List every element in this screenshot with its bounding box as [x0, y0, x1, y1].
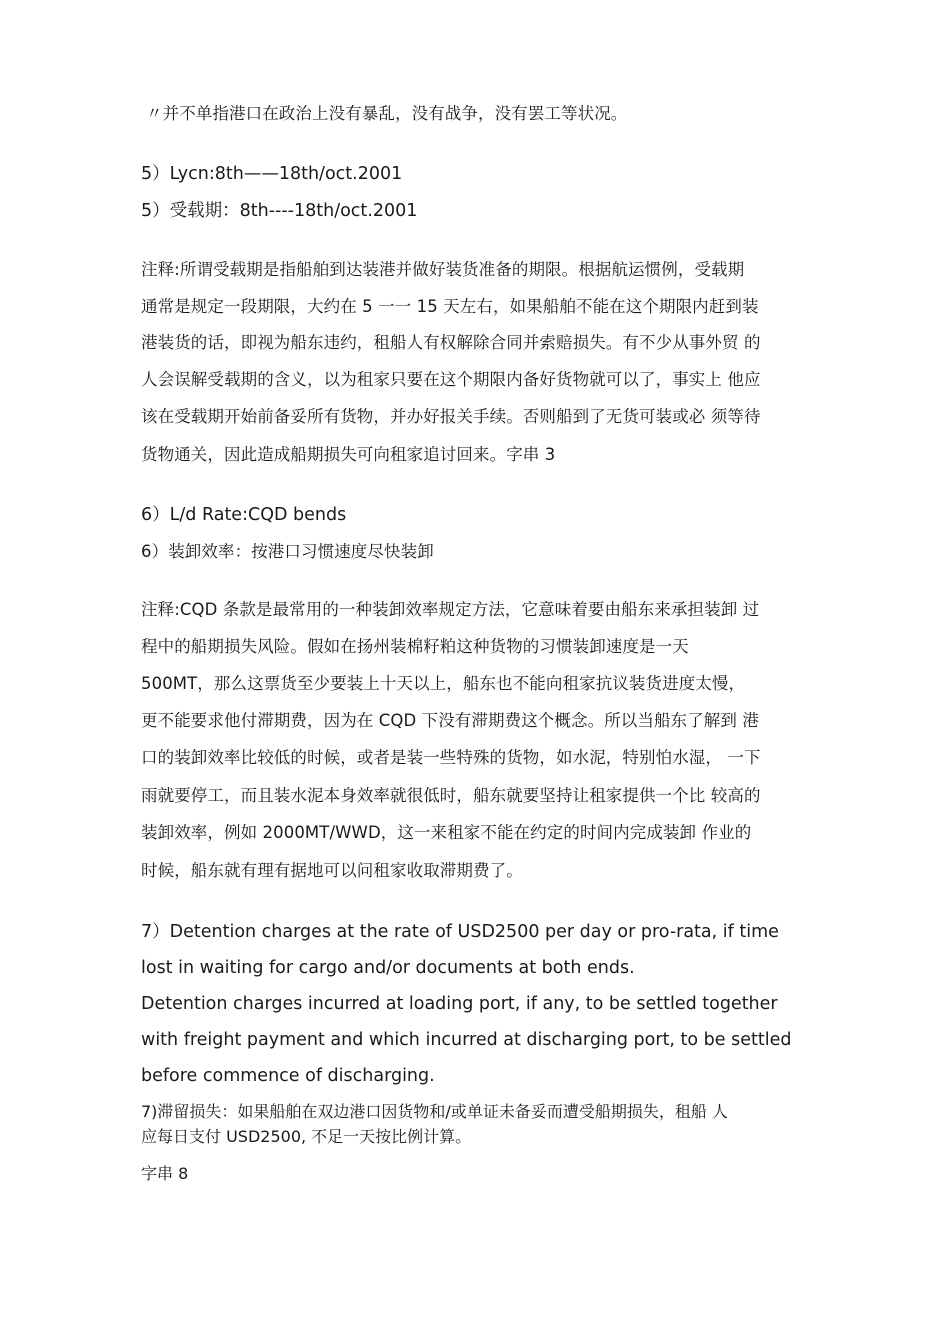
clause-5-english: 5）Lycn:8th——18th/oct.2001 — [141, 164, 403, 184]
note-line: 更不能要求他付滞期费，因为在 CQD 下没有滞期费这个概念。所以当船东了解到 港 — [141, 711, 759, 730]
text-line: 〃并不单指港口在政治上没有暴乱，没有战争，没有罢工等状况。 — [146, 104, 628, 123]
clause-6-chinese: 6）装卸效率：按港口习惯速度尽快装卸 — [141, 542, 434, 561]
clause-7-english: lost in waiting for cargo and/or documents at both ends. — [141, 958, 635, 978]
clause-7-chinese: 应每日支付 USD2500, 不足一天按比例计算。 — [141, 1127, 472, 1146]
note-line: 装卸效率，例如 2000MT/WWD，这一来租家不能在约定的时间内完成装卸 作业的 — [141, 823, 752, 842]
clause-7-english: 7）Detention charges at the rate of USD2500 per day or pro-rata, if time — [141, 922, 779, 942]
clause-5-chinese: 5）受载期：8th----18th/oct.2001 — [141, 201, 418, 221]
note-line: 该在受载期开始前备妥所有货物，并办好报关手续。否则船到了无货可装或必 须等待 — [141, 407, 761, 426]
note-line: 程中的船期损失风险。假如在扬州装棉籽粕这种货物的习惯装卸速度是一天 — [141, 637, 689, 656]
string-marker: 字串 8 — [141, 1164, 189, 1183]
note-line: 注释:CQD 条款是最常用的一种装卸效率规定方法，它意味着要由船东来承担装卸 过 — [141, 600, 760, 619]
note-line: 雨就要停工，而且装水泥本身效率就很低时，船东就要坚持让租家提供一个比 较高的 — [141, 786, 761, 805]
note-line: 货物通关，因此造成船期损失可向租家追讨回来。字串 3 — [141, 445, 556, 464]
note-line: 注释:所谓受载期是指船舶到达装港并做好装货准备的期限。根据航运惯例，受载期 — [141, 260, 745, 279]
note-line: 人会误解受载期的含义，以为租家只要在这个期限内备好货物就可以了，事实上 他应 — [141, 370, 761, 389]
clause-7-english: Detention charges incurred at loading port, if any, to be settled together — [141, 994, 778, 1014]
clause-7-english: before commence of discharging. — [141, 1066, 435, 1086]
clause-6-english: 6）L/d Rate:CQD bends — [141, 505, 347, 525]
clause-7-chinese: 7)滞留损失：如果船舶在双边港口因货物和/或单证未备妥而遭受船期损失，租船 人 — [141, 1102, 728, 1121]
note-line: 港装货的话，即视为船东违约，租船人有权解除合同并索赔损失。有不少从事外贸 的 — [141, 333, 761, 352]
note-line: 500MT，那么这票货至少要装上十天以上，船东也不能向租家抗议装货进度太慢， — [141, 674, 746, 693]
note-line: 口的装卸效率比较低的时候，或者是装一些特殊的货物，如水泥，特别怕水湿， 一下 — [141, 748, 761, 767]
note-line: 通常是规定一段期限，大约在 5 一一 15 天左右，如果船舶不能在这个期限内赶到装 — [141, 297, 759, 316]
note-line: 时候，船东就有理有据地可以问租家收取滞期费了。 — [141, 861, 523, 880]
clause-7-english: with freight payment and which incurred at discharging port, to be settled — [141, 1030, 792, 1050]
